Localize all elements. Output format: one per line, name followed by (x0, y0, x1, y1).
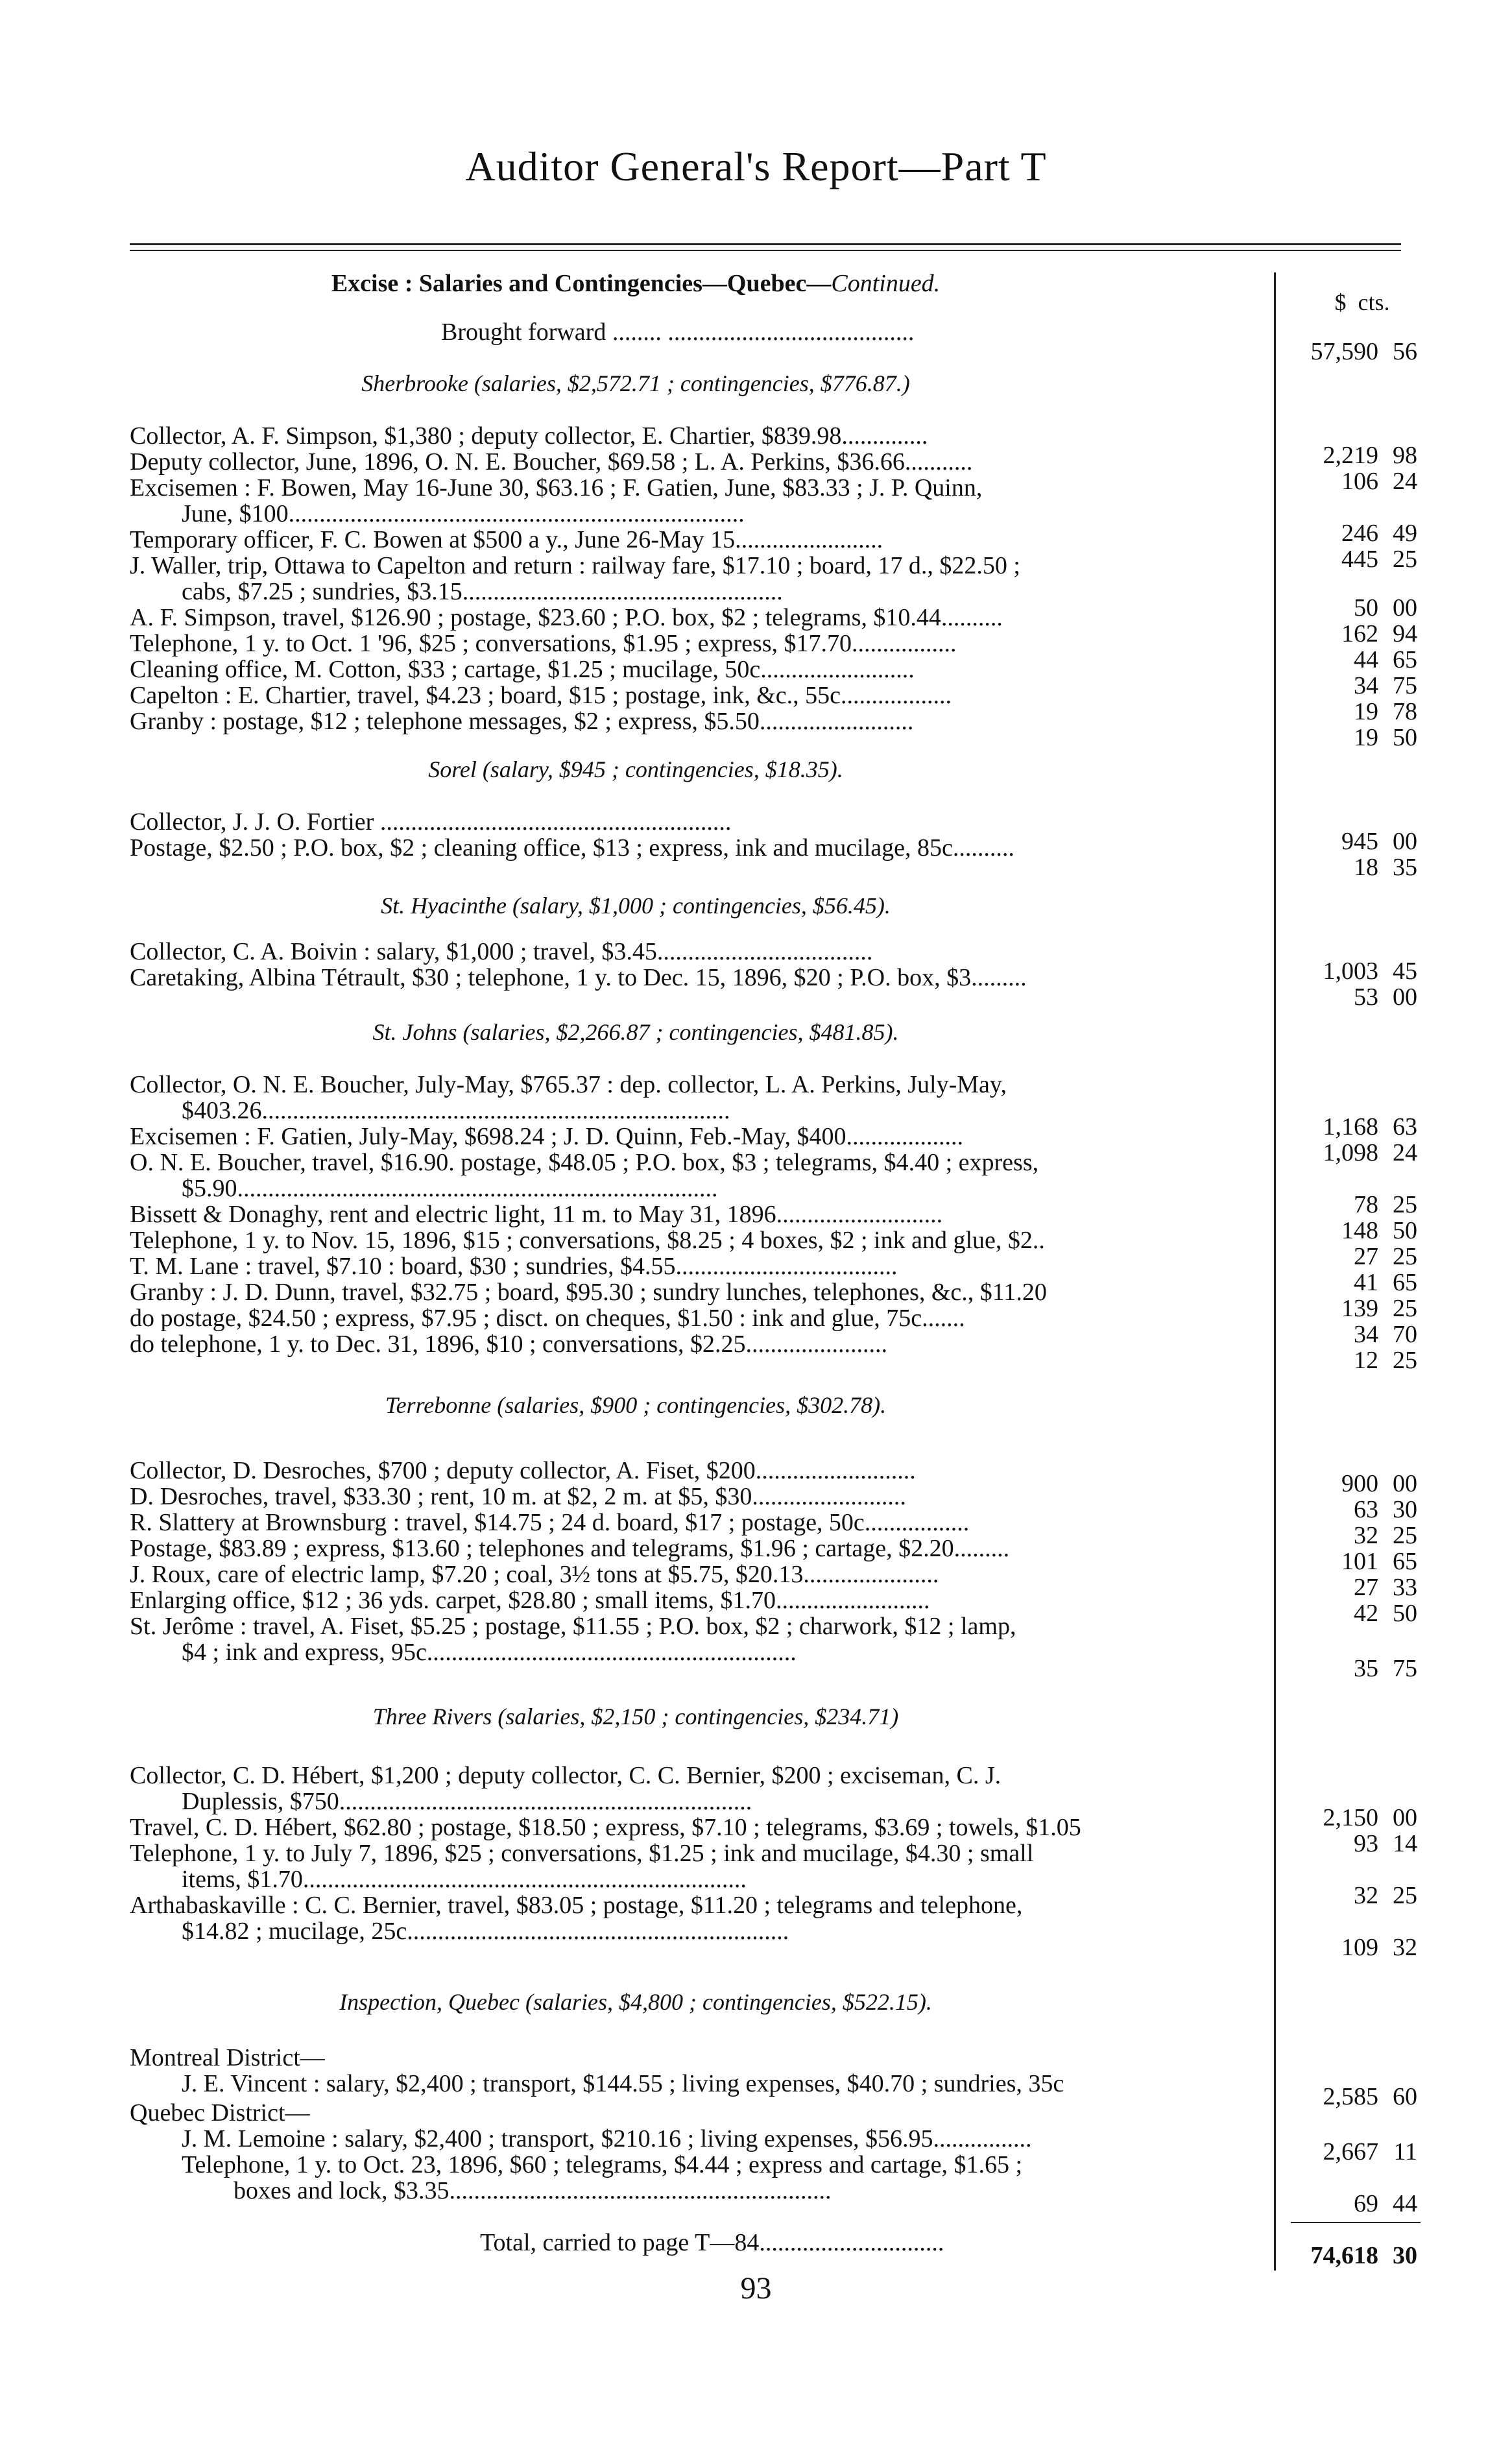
sherbrooke-line: Collector, A. F. Simpson, $1,380 ; deputy collector, E. Chartier, $839.98.............. (130, 422, 928, 450)
inspection-line: J. E. Vincent : salary, $2,400 ; transport, $144.55 ; living expenses, $40.70 ; sundries, 35c (182, 2070, 1064, 2097)
amount-dollars: 50 (1354, 594, 1378, 621)
terrebonne-amount (1294, 1547, 1417, 1576)
amount-dollars: 27 (1354, 1243, 1378, 1270)
amount-cents: 35 (1393, 854, 1417, 881)
amount-dollars: 945 (1341, 828, 1378, 855)
amount-dollars: 53 (1354, 983, 1378, 1011)
amount-dollars: 34 (1354, 1321, 1378, 1348)
page-number: 93 (740, 2271, 772, 2306)
amount-cents: 30 (1393, 1496, 1417, 1523)
amount-dollars: 101 (1341, 1548, 1378, 1575)
terrebonne-line: $4 ; ink and express, 95c............................................................ (182, 1639, 797, 1666)
sorel-line: Postage, $2.50 ; P.O. box, $2 ; cleaning office, $13 ; express, ink and mucilage, 85c.......... (130, 834, 1014, 862)
sherbrooke-amount (1294, 519, 1417, 548)
amount-cents: 00 (1393, 1804, 1417, 1831)
st-johns-amount (1294, 1139, 1417, 1167)
amount-dollars: 445 (1341, 546, 1378, 573)
terrebonne-line: Collector, D. Desroches, $700 ; deputy collector, A. Fiset, $200.......................... (130, 1457, 916, 1484)
inspection-line: Telephone, 1 y. to Oct. 23, 1896, $60 ; telegrams, $4.44 ; express and cartage, $1.65 ; (182, 2151, 1023, 2178)
terrebonne-amount (1294, 1469, 1417, 1498)
st-hyacinthe-line: Collector, C. A. Boivin : salary, $1,000 ; travel, $3.45................................... (130, 938, 873, 965)
amount-dollars: 19 (1354, 698, 1378, 725)
sherbrooke-line: Cleaning office, M. Cotton, $33 ; cartage, $1.25 ; mucilage, 50c......................... (130, 656, 915, 683)
amount-cents: 00 (1393, 1470, 1417, 1497)
terrebonne-amount (1294, 1521, 1417, 1550)
amount-cents: 25 (1393, 1295, 1417, 1322)
sorel-line: Collector, J. J. O. Fortier ......................................................... (130, 808, 732, 836)
amount-cents: 25 (1393, 1191, 1417, 1218)
amount-cents: 25 (1393, 1882, 1417, 1909)
amount-cents: 65 (1393, 1548, 1417, 1575)
terrebonne-line: Postage, $83.89 ; express, $13.60 ; telephones and telegrams, $1.96 ; cartage, $2.20......... (130, 1535, 1010, 1562)
terrebonne-line: St. Jerôme : travel, A. Fiset, $5.25 ; postage, $11.55 ; P.O. box, $2 ; charwork, $12 ; lamp, (130, 1613, 1016, 1640)
inspection-line: Montreal District— (130, 2044, 325, 2071)
amount-dollars: 900 (1341, 1470, 1378, 1497)
amount-column-header (1291, 289, 1434, 316)
terrebonne-line: D. Desroches, travel, $33.30 ; rent, 10 m. at $2, 2 m. at $5, $30......................... (130, 1483, 906, 1510)
st-johns-line: T. M. Lane : travel, $7.10 : board, $30 ; sundries, $4.55.................................... (130, 1253, 898, 1280)
amount-cents: 14 (1393, 1830, 1417, 1857)
total-label: Total, carried to page T—84.............................. (480, 2229, 944, 2256)
three-rivers-amount (1294, 1803, 1417, 1832)
terrebonne-amount (1294, 1599, 1417, 1628)
amount-dollars: 1,098 (1323, 1139, 1378, 1166)
amount-dollars: 139 (1341, 1295, 1378, 1322)
st-johns-amount (1294, 1216, 1417, 1245)
inspection-line: Quebec District— (130, 2099, 310, 2127)
sherbrooke-line: June, $100.......................................................................... (182, 500, 745, 527)
inspection-line: boxes and lock, $3.35.............................................................. (234, 2177, 832, 2204)
amount-dollars: 69 (1354, 2190, 1378, 2217)
amount-cents: 30 (1393, 2242, 1417, 2269)
amount-cents: 00 (1393, 983, 1417, 1011)
amount-cents: 50 (1393, 1600, 1417, 1627)
amount-dollars: 35 (1354, 1655, 1378, 1682)
sorel-amount (1294, 853, 1417, 882)
amount-cents: 70 (1393, 1321, 1417, 1348)
st-hyacinthe-heading: St. Hyacinthe (salary, $1,000 ; contingencies, $56.45). (381, 893, 891, 919)
terrebonne-amount (1294, 1573, 1417, 1602)
st-johns-line: do telephone, 1 y. to Dec. 31, 1896, $10 ; conversations, $2.25....................... (130, 1331, 887, 1358)
header-rule-secondary (130, 250, 1401, 251)
page-title: Auditor General's Report—Part T (465, 143, 1047, 189)
inspection-amount (1294, 2189, 1417, 2218)
amount-cents: 25 (1393, 1243, 1417, 1270)
st-hyacinthe-amount (1294, 983, 1417, 1011)
amount-cents: 94 (1393, 620, 1417, 647)
sherbrooke-line: A. F. Simpson, travel, $126.90 ; postage, $23.60 ; P.O. box, $2 ; telegrams, $10.44.......... (130, 604, 1003, 631)
amount-dollars: 2,667 (1323, 2138, 1378, 2165)
section-heading (0, 269, 1271, 298)
sherbrooke-line: cabs, $7.25 ; sundries, $3.15.................................................... (182, 578, 783, 605)
st-johns-line: Excisemen : F. Gatien, July-May, $698.24 ; J. D. Quinn, Feb.-May, $400................... (130, 1123, 963, 1150)
three-rivers-line: Telephone, 1 y. to July 7, 1896, $25 ; conversations, $1.25 ; ink and mucilage, $4.30 ; small (130, 1840, 1034, 1867)
amount-cents: 32 (1393, 1934, 1417, 1961)
amount-dollars: 2,219 (1323, 442, 1378, 469)
three-rivers-line: Arthabaskaville : C. C. Bernier, travel, $83.05 ; postage, $11.20 ; telegrams and telephone, (130, 1892, 1023, 1919)
sherbrooke-heading: Sherbrooke (salaries, $2,572.71 ; contingencies, $776.87.) (361, 370, 910, 396)
amount-cents: 00 (1393, 594, 1417, 621)
amount-cents: 75 (1393, 672, 1417, 699)
sherbrooke-amount (1294, 545, 1417, 573)
st-johns-line: Granby : J. D. Dunn, travel, $32.75 ; board, $95.30 ; sundry lunches, telephones, &c., $11.20 (130, 1279, 1047, 1306)
dollars-header: $ (1334, 289, 1347, 315)
amount-cents: 56 (1393, 338, 1417, 365)
inspection-amount (1294, 2138, 1417, 2166)
st-johns-line: O. N. E. Boucher, travel, $16.90. postage, $48.05 ; P.O. box, $3 ; telegrams, $4.40 ; express, (130, 1149, 1039, 1176)
brought-forward-amount (1294, 337, 1417, 366)
terrebonne-amount (1294, 1495, 1417, 1524)
st-johns-line: Telephone, 1 y. to Nov. 15, 1896, $15 ; conversations, $8.25 ; 4 boxes, $2 ; ink and glue, $2.. (130, 1227, 1045, 1254)
sherbrooke-amount (1294, 441, 1417, 470)
amount-cents: 65 (1393, 646, 1417, 673)
st-johns-line: Bissett & Donaghy, rent and electric light, 11 m. to May 31, 1896........................... (130, 1201, 943, 1228)
st-hyacinthe-line: Caretaking, Albina Tétrault, $30 ; telephone, 1 y. to Dec. 15, 1896, $20 ; P.O. box, $3......... (130, 964, 1027, 991)
inspection-heading: Inspection, Quebec (salaries, $4,800 ; contingencies, $522.15). (339, 1989, 932, 2015)
st-johns-line: $5.90.............................................................................. (182, 1175, 718, 1202)
amount-dollars: 12 (1354, 1347, 1378, 1374)
amount-dollars: 1,003 (1323, 958, 1378, 985)
amount-dollars: 63 (1354, 1496, 1378, 1523)
amount-dollars: 78 (1354, 1191, 1378, 1218)
st-johns-amount (1294, 1320, 1417, 1349)
brought-forward-label: Brought forward ........ ........................................ (441, 319, 915, 346)
sorel-amount (1294, 827, 1417, 856)
sherbrooke-line: Capelton : E. Chartier, travel, $4.23 ; board, $15 ; postage, ink, &c., 55c.................. (130, 682, 952, 709)
amount-dollars: 41 (1354, 1269, 1378, 1296)
amount-cents: 78 (1393, 698, 1417, 725)
amount-cents: 45 (1393, 958, 1417, 985)
amount-cents: 25 (1393, 1347, 1417, 1374)
st-johns-line: $403.26............................................................................ (182, 1097, 730, 1124)
inspection-line: J. M. Lemoine : salary, $2,400 ; transport, $210.16 ; living expenses, $56.95................ (182, 2125, 1032, 2152)
amount-dollars: 93 (1354, 1830, 1378, 1857)
three-rivers-line: Duplessis, $750................................................................... (182, 1788, 752, 1815)
amount-dollars: 109 (1341, 1934, 1378, 1961)
amount-cents: 63 (1393, 1113, 1417, 1140)
amount-cents: 50 (1393, 1217, 1417, 1244)
amount-dollars: 44 (1354, 646, 1378, 673)
header-rule (130, 243, 1401, 245)
amount-cents: 65 (1393, 1269, 1417, 1296)
total-amount (1294, 2241, 1417, 2270)
amount-dollars: 162 (1341, 620, 1378, 647)
terrebonne-line: R. Slattery at Brownsburg : travel, $14.75 ; 24 d. board, $17 ; postage, 50c................. (130, 1509, 970, 1536)
three-rivers-line: $14.82 ; mucilage, 25c.............................................................. (182, 1918, 789, 1945)
amount-cents: 98 (1393, 442, 1417, 469)
amount-dollars: 34 (1354, 672, 1378, 699)
amount-cents: 50 (1393, 724, 1417, 751)
amount-cents: 60 (1393, 2083, 1417, 2110)
sherbrooke-amount (1294, 697, 1417, 726)
amount-dollars: 246 (1341, 520, 1378, 547)
amount-cents: 75 (1393, 1655, 1417, 1682)
sherbrooke-line: Excisemen : F. Bowen, May 16-June 30, $63.16 ; F. Gatien, June, $83.33 ; J. P. Quinn, (130, 474, 983, 501)
cents-header: cts. (1358, 289, 1390, 315)
section-title: Excise : Salaries and Contingencies—Quebec— (331, 270, 832, 297)
st-johns-heading: St. Johns (salaries, $2,266.87 ; contingencies, $481.85). (372, 1019, 899, 1045)
st-johns-amount (1294, 1190, 1417, 1219)
amount-cents: 24 (1393, 468, 1417, 495)
amount-cents: 33 (1393, 1574, 1417, 1601)
st-johns-amount (1294, 1242, 1417, 1271)
amount-cents: 44 (1393, 2190, 1417, 2217)
amount-cents: 24 (1393, 1139, 1417, 1166)
st-johns-amount (1294, 1346, 1417, 1375)
st-hyacinthe-amount (1294, 957, 1417, 985)
sherbrooke-amount (1294, 645, 1417, 674)
st-johns-line: do postage, $24.50 ; express, $7.95 ; disct. on cheques, $1.50 : ink and glue, 75c....... (130, 1305, 965, 1332)
amount-dollars: 106 (1341, 468, 1378, 495)
terrebonne-line: Enlarging office, $12 ; 36 yds. carpet, $28.80 ; small items, $1.70......................... (130, 1587, 930, 1614)
inspection-amount (1294, 2082, 1417, 2111)
amount-cents: 49 (1393, 520, 1417, 547)
three-rivers-amount (1294, 1829, 1417, 1858)
total-rule (1291, 2222, 1421, 2223)
sherbrooke-line: Deputy collector, June, 1896, O. N. E. Boucher, $69.58 ; L. A. Perkins, $36.66........... (130, 448, 973, 476)
sherbrooke-line: Granby : postage, $12 ; telephone messages, $2 ; express, $5.50......................... (130, 708, 914, 735)
amount-dollars: 19 (1354, 724, 1378, 751)
sherbrooke-amount (1294, 594, 1417, 622)
amount-cents: 11 (1393, 2138, 1417, 2165)
sherbrooke-amount (1294, 467, 1417, 496)
sherbrooke-line: J. Waller, trip, Ottawa to Capelton and return : railway fare, $17.10 ; board, 17 d., $22.50 ; (130, 552, 1020, 579)
amount-dollars: 57,590 (1310, 338, 1378, 365)
st-johns-amount (1294, 1294, 1417, 1323)
sherbrooke-amount (1294, 671, 1417, 700)
sorel-heading: Sorel (salary, $945 ; contingencies, $18.35). (428, 756, 843, 782)
amount-cents: 25 (1393, 546, 1417, 573)
amount-cents: 00 (1393, 828, 1417, 855)
three-rivers-amount (1294, 1933, 1417, 1962)
amount-dollars: 74,618 (1310, 2242, 1378, 2269)
three-rivers-amount (1294, 1881, 1417, 1910)
terrebonne-line: J. Roux, care of electric lamp, $7.20 ; coal, 3½ tons at $5.75, $20.13...................... (130, 1561, 939, 1588)
terrebonne-heading: Terrebonne (salaries, $900 ; contingencies, $302.78). (385, 1392, 887, 1418)
st-johns-amount (1294, 1268, 1417, 1297)
amount-dollars: 42 (1354, 1600, 1378, 1627)
terrebonne-amount (1294, 1654, 1417, 1683)
sherbrooke-line: Telephone, 1 y. to Oct. 1 '96, $25 ; conversations, $1.95 ; express, $17.70................. (130, 630, 957, 657)
three-rivers-heading: Three Rivers (salaries, $2,150 ; contingencies, $234.71) (372, 1704, 899, 1729)
amount-dollars: 32 (1354, 1522, 1378, 1549)
sherbrooke-line: Temporary officer, F. C. Bowen at $500 a y., June 26-May 15........................ (130, 526, 883, 553)
st-johns-amount (1294, 1113, 1417, 1141)
st-johns-line: Collector, O. N. E. Boucher, July-May, $765.37 : dep. collector, L. A. Perkins, July-May, (130, 1071, 1007, 1098)
amount-column-divider (1274, 272, 1276, 2271)
sherbrooke-amount (1294, 723, 1417, 752)
amount-dollars: 32 (1354, 1882, 1378, 1909)
amount-dollars: 148 (1341, 1217, 1378, 1244)
amount-cents: 25 (1393, 1522, 1417, 1549)
amount-dollars: 2,585 (1323, 2083, 1378, 2110)
amount-dollars: 2,150 (1323, 1804, 1378, 1831)
three-rivers-line: Collector, C. D. Hébert, $1,200 ; deputy collector, C. C. Bernier, $200 ; exciseman, C. J. (130, 1762, 1002, 1789)
sherbrooke-amount (1294, 620, 1417, 648)
section-continued: Continued. (831, 270, 941, 297)
three-rivers-line: Travel, C. D. Hébert, $62.80 ; postage, $18.50 ; express, $7.10 ; telegrams, $3.69 ; towels, $1.05 (130, 1814, 1081, 1841)
amount-dollars: 1,168 (1323, 1113, 1378, 1140)
amount-dollars: 18 (1354, 854, 1378, 881)
amount-dollars: 27 (1354, 1574, 1378, 1601)
three-rivers-line: items, $1.70........................................................................ (182, 1866, 747, 1893)
